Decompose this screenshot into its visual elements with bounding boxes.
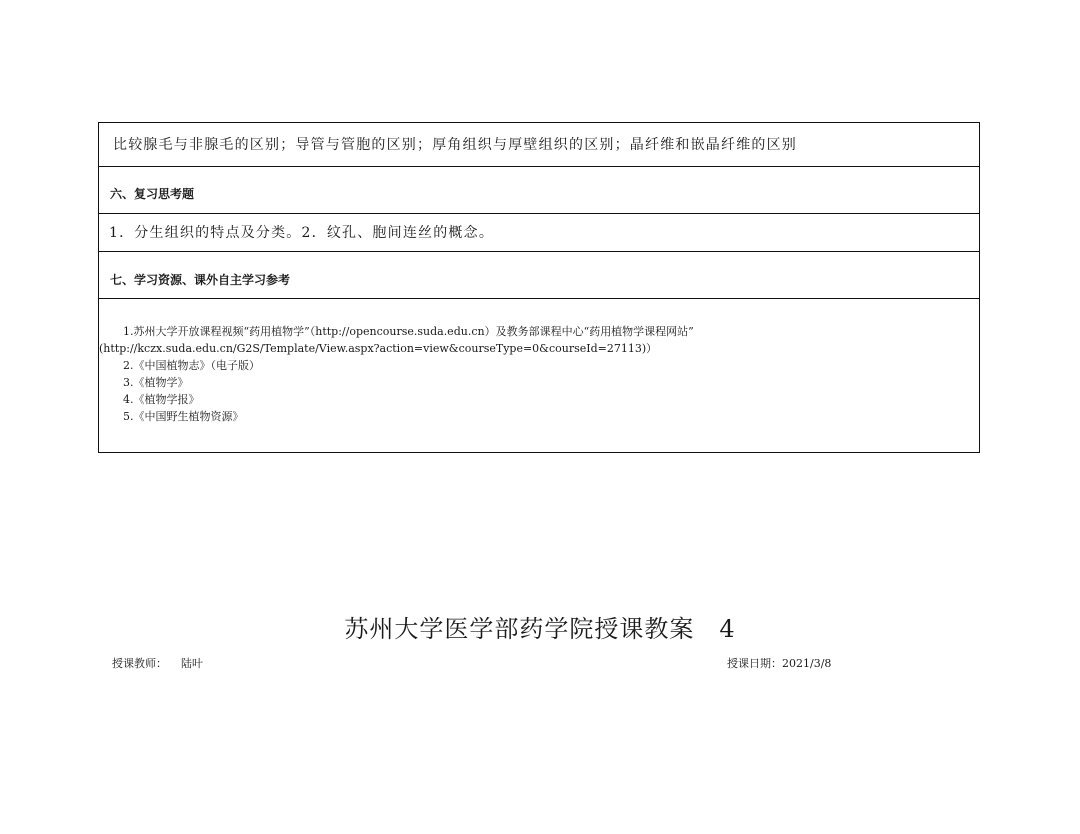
reference-item: 1.苏州大学开放课程视频“药用植物学”（http://opencourse.suda.edu.cn）及教务部课程中心“药用植物学课程网站” xyxy=(123,325,694,338)
lesson-date: 授课日期：2021/3/8 xyxy=(727,657,832,670)
section-7-heading-row xyxy=(99,252,979,299)
teacher-label: 授课教师： xyxy=(112,657,167,670)
section-6-content-row xyxy=(99,214,979,252)
reference-item: 5.《中国野生植物资源》 xyxy=(123,410,244,423)
teacher-name: 陆叶 xyxy=(181,657,203,670)
comparison-text: 比较腺毛与非腺毛的区别；导管与管胞的区别；厚角组织与厚壁组织的区别；晶纤维和嵌晶纤维的区别 xyxy=(113,137,797,153)
reference-list xyxy=(99,323,694,425)
section-7-content-row xyxy=(99,299,979,454)
section-7-heading: 七、学习资源、课外自主学习参考 xyxy=(110,273,291,287)
section-6-heading: 六、复习思考题 xyxy=(110,187,195,201)
teacher-info xyxy=(112,655,203,671)
review-questions-text: 1．分生组织的特点及分类。2．纹孔、胞间连丝的概念。 xyxy=(109,225,495,241)
reference-item: 4.《植物学报》 xyxy=(123,393,200,406)
section-6-heading-row xyxy=(99,167,979,214)
reference-item: 2.《中国植物志》（电子版） xyxy=(123,359,260,372)
comparison-row xyxy=(99,123,979,167)
reference-item-continued: (http://kczx.suda.edu.cn/G2S/Template/View.aspx?action=view&courseType=0&courseId=27113)） xyxy=(99,342,658,355)
reference-item: 3.《植物学》 xyxy=(123,376,189,389)
page-title: 苏州大学医学部药学院授课教案 4 xyxy=(344,615,736,643)
lesson-plan-table xyxy=(98,122,980,453)
